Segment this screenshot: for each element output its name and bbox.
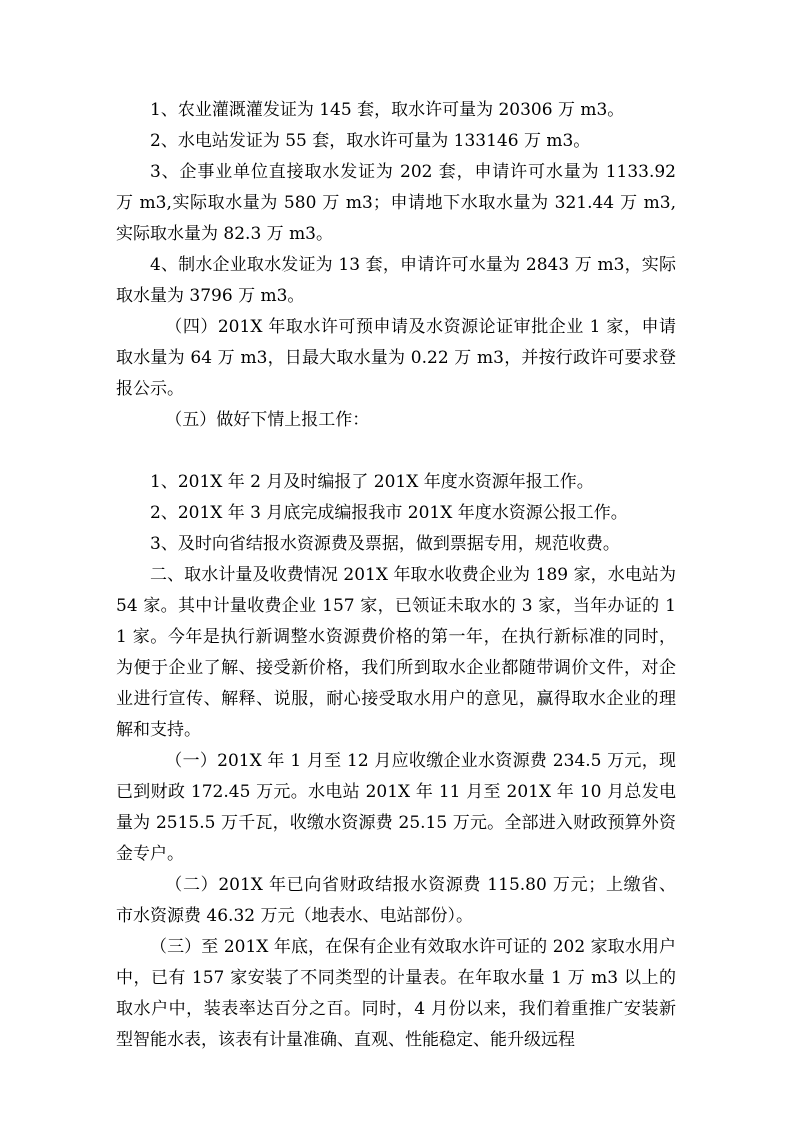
paragraph-metering-and-fees: 二、取水计量及收费情况 201X 年取水收费企业为 189 家，水电站为 54 家。其中计量收费企业 157 家，已领证未取水的 3 家，当年办证的 11 家。今年是执行新调整水资源费价格的第一年，在执行新标准的同时，为便于企业了解、接受新价格，我们所到取水企业都随带调价文件，对企业进行宣传、解释、说服，耐心接受取水用户的意见，赢得取水企业的理解和支持。 xyxy=(116,565,676,740)
paragraph-section-five-heading: （五）做好下情上报工作： xyxy=(165,410,370,430)
paragraph-water-supply-permits: 4、制水企业取水发证为 13 套，申请许可水量为 2843 万 m3，实际取水量为 3796 万 m3。 xyxy=(116,255,676,306)
paragraph-irrigation-permits: 1、农业灌溉灌发证为 145 套，取水许可量为 20306 万 m3。 xyxy=(150,100,625,120)
paragraph-fees-collected: （一）201X 年 1 月至 12 月应收缴企业水资源费 234.5 万元，现已到财政 172.45 万元。水电站 201X 年 11 月至 201X 年 10 月总发电量为 2515.5 万千瓦，收缴水资源费 25.15 万元。全部进入财政预算外资金专户。 xyxy=(116,751,676,864)
paragraph-meter-installation: （三）至 201X 年底，在保有企业有效取水许可证的 202 家取水用户中，已有 157 家安装了不同类型的计量表。在年取水量 1 万 m3 以上的取水户中，装表率达百分之百。同时，4 月份以来，我们着重推广安装新型智能水表，该表有计量准确、直观、性能稳定、能升级远程 xyxy=(116,937,676,1050)
document-body xyxy=(116,95,676,1056)
paragraph-annual-report: 1、201X 年 2 月及时编报了 201X 年度水资源年报工作。 xyxy=(150,472,594,492)
paragraph-fees-reported: （二）201X 年已向省财政结报水资源费 115.80 万元；上缴省、市水资源费 46.32 万元（地表水、电站部份）。 xyxy=(116,875,676,926)
paragraph-public-bulletin: 2、201X 年 3 月底完成编报我市 201X 年度水资源公报工作。 xyxy=(150,503,628,523)
paragraph-section-four: （四）201X 年取水许可预申请及水资源论证审批企业 1 家，申请取水量为 64 万 m3，日最大取水量为 0.22 万 m3，并按行政许可要求登报公示。 xyxy=(116,317,676,399)
paragraph-fee-settlement: 3、及时向省结报水资源费及票据，做到票据专用，规范收费。 xyxy=(150,534,620,554)
paragraph-spacer xyxy=(116,436,676,467)
paragraph-hydropower-permits: 2、水电站发证为 55 套，取水许可量为 133146 万 m3。 xyxy=(150,131,591,151)
paragraph-enterprise-permits: 3、企事业单位直接取水发证为 202 套，申请许可水量为 1133.92 万 m3,实际取水量为 580 万 m3；申请地下水取水量为 321.44 万 m3,实际取水量为 82.3 万 m3。 xyxy=(116,162,676,244)
